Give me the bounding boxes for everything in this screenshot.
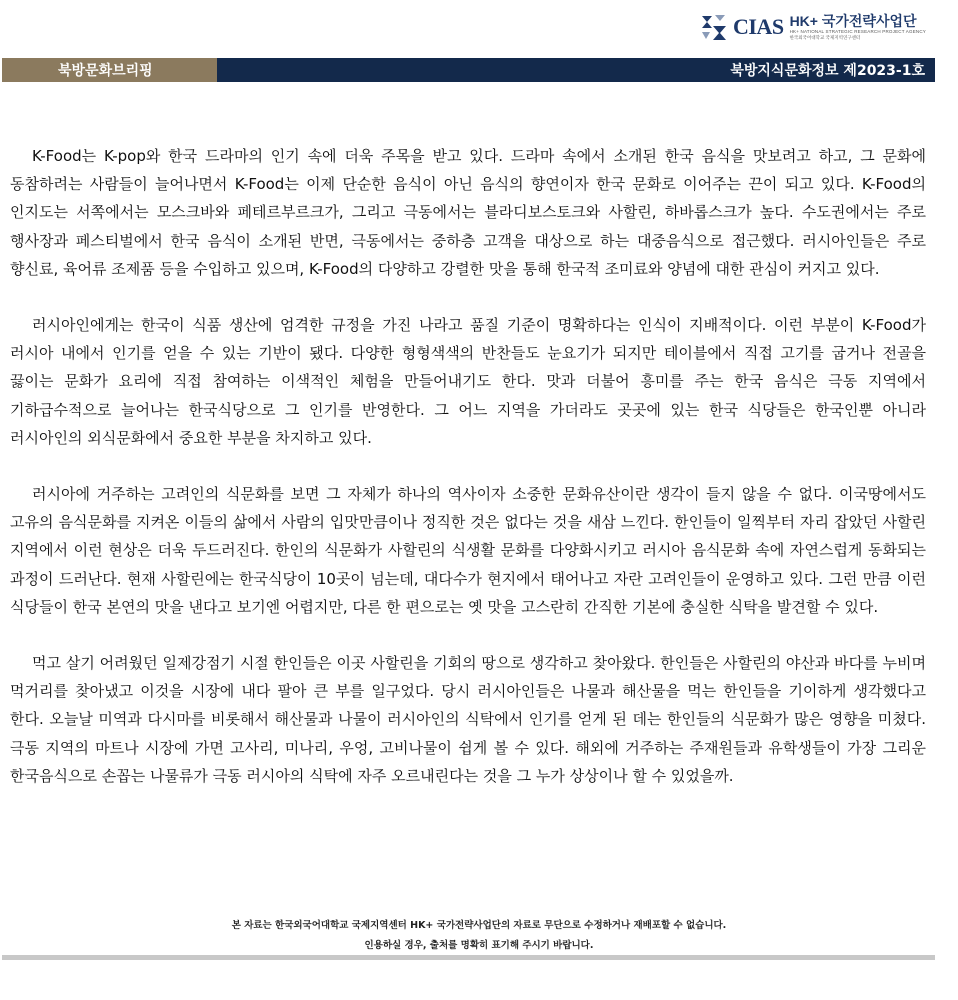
footer-divider: [2, 955, 935, 960]
copyright-notice: 본 자료는 한국외국어대학교 국제지역센터 HK+ 국가전략사업단의 자료로 무단으로 수정하거나 재배포할 수 없습니다.: [231, 920, 727, 931]
cias-logo-mark-icon: [699, 12, 729, 42]
publication-number: 북방지식문화정보 제2023-1호: [217, 58, 935, 82]
logo-cias-text: CIAS: [732, 14, 784, 39]
article-body: [10, 142, 926, 818]
section-label: 북방문화브리핑: [2, 58, 217, 82]
paragraph-4: 먹고 살기 어려웠던 일제강점기 시절 한인들은 이곳 사할린을 기회의 땅으로 생각하고 찾아왔다. 한인들은 사할린의 야산과 바다를 누비며 먹거리를 찾아냈고 이것을 시장에 내다 팔아 큰 부를 일구었다. 당시 러시아인들은 나물과 해산물을 먹는 한인들을 기이하게 생각했다고 한다. 오늘날 미역과 다시마를 비롯해서 해산물과 나물이 러시아인의 식탁에서 인기를 얻게 된 데는 한인들의 식문화가 많은 영향을 미쳤다. 극동 지역의 마트나 시장에 가면 고사리, 미나리, 우엉, 고비나물이 쉽게 볼 수 있다. 해외에 거주하는 주재원들과 유학생들이 가장 그리운 한국음식으로 손꼽는 나물류가 극동 러시아의 식탁에 자주 오르내린다는 것을 그 누가 상상이나 할 수 있었을까.: [10, 654, 926, 785]
paragraph-2: 러시아인에게는 한국이 식품 생산에 엄격한 규정을 가진 나라고 품질 기준이 명확하다는 인식이 지배적이다. 이런 부분이 K-Food가 러시아 내에서 인기를 얻을 수 있는 기반이 됐다. 다양한 형형색색의 반찬들도 눈요기가 되지만 테이블에서 직접 고기를 굽거나 전골을 끓이는 문화가 요리에 직접 참여하는 이색적인 체험을 만들어내기도 한다. 맛과 더불어 흥미를 주는 한국 음식은 극동 지역에서 기하급수적으로 늘어나는 한국식당으로 그 인기를 반영한다. 그 어느 지역을 가더라도 곳곳에 있는 한국 식당들은 한국인뿐 아니라 러시아인의 외식문화에서 중요한 부분을 차지하고 있다.: [10, 316, 926, 447]
logo-subtitle-ko: 한국외국어대학교 국제지역연구센터: [789, 34, 861, 40]
cias-logo: [699, 12, 926, 42]
page-footer: [0, 916, 958, 956]
logo-subtitle-en: HK+ NATIONAL STRATEGIC RESEARCH PROJECT AGENCY: [789, 29, 926, 34]
logo-title: HK+ 국가전략사업단: [789, 13, 917, 29]
page-header: [0, 0, 958, 56]
paragraph-1: K-Food는 K-pop와 한국 드라마의 인기 속에 더욱 주목을 받고 있다. 드라마 속에서 소개된 한국 음식을 맛보려고 하고, 그 문화에 동참하려는 사람들이 늘어나면서 K-Food는 이제 단순한 음식이 아닌 음식의 향연이자 한국 문화로 이어주는 끈이 되고 있다. K-Food의 인지도는 서쪽에서는 모스크바와 페테르부르크가, 그리고 극동에서는 블라디보스토크와 사할린, 하바롭스크가 높다. 수도권에서는 주로 행사장과 페스티벌에서 한국 음식이 소개된 반면, 극동에서는 중하층 고객을 대상으로 하는 대중음식으로 접근했다. 러시아인들은 주로 향신료, 육어류 조제품 등을 수입하고 있으며, K-Food의 다양하고 강렬한 맛을 통해 한국적 조미료와 양념에 대한 관심이 커지고 있다.: [10, 147, 926, 278]
title-bar: [2, 58, 935, 82]
paragraph-3: 러시아에 거주하는 고려인의 식문화를 보면 그 자체가 하나의 역사이자 소중한 문화유산이란 생각이 들지 않을 수 없다. 이국땅에서도 고유의 음식문화를 지켜온 이들의 삶에서 사람의 입맛만큼이나 정직한 것은 없다는 것을 새삼 느낀다. 한인들이 일찍부터 자리 잡았던 사할린 지역에서 이런 현상은 더욱 두드러진다. 한인의 식문화가 사할린의 식생활 문화를 다양화시키고 러시아 음식문화 속에 자연스럽게 동화되는 과정이 드러난다. 현재 사할린에는 한국식당이 10곳이 넘는데, 대다수가 현지에서 태어나고 자란 고려인들이 운영하고 있다. 그런 만큼 이런 식당들이 한국 본연의 맛을 낸다고 보기엔 어렵지만, 다른 한 편으로는 옛 맛을 고스란히 간직한 기본에 충실한 식탁을 발견할 수 있다.: [10, 485, 926, 616]
citation-notice: 인용하실 경우, 출처를 명확히 표기해 주시기 바랍니다.: [364, 940, 594, 951]
